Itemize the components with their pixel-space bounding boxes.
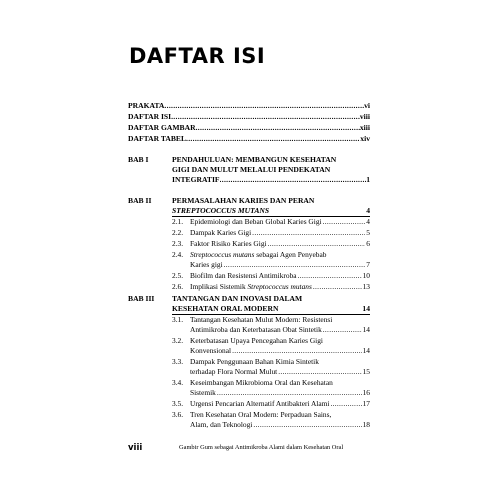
section-page: 10 [362, 271, 370, 280]
section-number: 3.3. [172, 357, 184, 366]
section-page: 5 [366, 228, 370, 237]
section-title: Tantangan Kesehatan Mulut Modern: Resistensi [190, 315, 333, 324]
section-title: Karies gigi [190, 260, 223, 269]
dot-leader [217, 388, 362, 398]
toc-entry-label: PRAKATA [128, 101, 165, 110]
section-page: 18 [362, 420, 370, 429]
chapter-title-text: STREPTOCOCCUS MUTANS [172, 206, 270, 215]
section-page: 14 [362, 325, 370, 334]
dot-leader [330, 399, 361, 409]
dot-leader [268, 239, 366, 249]
toc-section-3-6[interactable] [172, 410, 370, 430]
dot-leader [252, 228, 365, 238]
toc-entry-daftar-gambar[interactable] [128, 123, 370, 133]
chapter-label: BAB II [128, 196, 152, 205]
section-title: Sistemik [190, 388, 216, 397]
toc-entry-label: DAFTAR ISI [128, 112, 172, 121]
section-title: Tren Kesehatan Oral Modern: Perpaduan Sains, [190, 410, 332, 419]
section-title: Urgensi Pencarian Alternatif Antibakteri Alami [190, 399, 330, 408]
section-page: 17 [362, 399, 370, 408]
dot-leader [323, 217, 366, 227]
chapter-title-line [172, 196, 370, 206]
chapter-title-text: PERMASALAHAN KARIES DAN PERAN [172, 196, 315, 205]
section-page: 13 [362, 282, 370, 291]
chapter-title-bab-1[interactable] [172, 155, 370, 185]
footer-page-number: viii [128, 443, 143, 453]
section-title: Konvensional [190, 346, 232, 355]
chapter-title-text: PENDAHULUAN: MEMBANGUN KESEHATAN [172, 155, 337, 164]
dot-leader [232, 346, 362, 356]
section-title: Alam, dan Teknologi [190, 420, 253, 429]
dot-leader [278, 367, 361, 377]
section-page: 16 [362, 388, 370, 397]
chapter-title-line [172, 155, 370, 165]
dot-leader [253, 420, 361, 430]
dot-leader [164, 101, 364, 111]
section-title: Dampak Penggunaan Bahan Kimia Sintetik [190, 357, 319, 366]
section-number: 3.2. [172, 336, 184, 345]
toc-entry-label: DAFTAR GAMBAR [128, 123, 196, 132]
chapter-page: 14 [362, 304, 370, 313]
section-title: sebagai Agen Penyebab [254, 250, 327, 259]
section-number: 3.5. [172, 399, 184, 408]
section-title-italic: Streptococcus mutans [190, 250, 255, 259]
page-title: DAFTAR ISI [129, 44, 266, 68]
dot-leader [313, 282, 362, 292]
section-number: 2.3. [172, 239, 184, 248]
toc-entry-label: DAFTAR TABEL [128, 134, 187, 143]
section-number: 3.4. [172, 378, 184, 387]
toc-section-3-1[interactable] [172, 315, 370, 335]
chapter-title-text: TANTANGAN DAN INOVASI DALAM [172, 294, 303, 303]
toc-section-2-3[interactable] [172, 239, 370, 249]
footer-book-title: Gambir Gum sebagai Antimikroba Alami dalam Kesehatan Oral [179, 444, 344, 451]
section-title: Antimikroba dan Keterbatasan Obat Sintetik [190, 325, 322, 334]
chapter-title-line [172, 294, 370, 304]
chapter-title-text: GIGI DAN MULUT MELALUI PENDEKATAN [172, 165, 331, 174]
section-number: 2.6. [172, 282, 184, 291]
toc-entry-prakata[interactable] [128, 101, 370, 111]
section-number: 3.1. [172, 315, 184, 324]
chapter-title-line [172, 165, 370, 175]
section-number: 2.2. [172, 228, 184, 237]
chapter-title-text: INTEGRATIF [172, 175, 220, 184]
dot-leader [196, 123, 360, 133]
section-title: Biofilm dan Resistensi Antimikroba [190, 271, 297, 280]
chapter-page: 1 [366, 175, 370, 184]
toc-section-3-5[interactable] [172, 399, 370, 409]
toc-section-2-2[interactable] [172, 228, 370, 238]
toc-section-2-6[interactable] [172, 282, 370, 292]
dot-leader [186, 134, 360, 144]
toc-entry-page: vi [364, 101, 370, 110]
section-title: terhadap Flora Normal Mulut [190, 367, 278, 376]
chapter-title-line [172, 304, 370, 315]
section-page: 15 [362, 367, 370, 376]
section-title: Dampak Karies Gigi [190, 228, 252, 237]
toc-section-3-2[interactable] [172, 336, 370, 356]
dot-leader [220, 175, 367, 185]
chapter-title-line [172, 175, 370, 185]
section-page: 14 [362, 346, 370, 355]
toc-entry-page: xiv [360, 134, 370, 143]
chapter-title-text: KESEHATAN ORAL MODERN [172, 304, 279, 313]
section-number: 3.6. [172, 410, 184, 419]
toc-section-3-3[interactable] [172, 357, 370, 377]
section-number: 2.4. [172, 250, 184, 259]
dot-leader [269, 206, 366, 216]
dot-leader [171, 112, 360, 122]
chapter-title-bab-3[interactable] [172, 294, 370, 315]
toc-section-3-4[interactable] [172, 378, 370, 398]
section-title: Implikasi Sistemik [190, 282, 248, 291]
chapter-label: BAB I [128, 155, 149, 164]
toc-entry-daftar-isi[interactable] [128, 112, 370, 122]
chapter-title-bab-2[interactable] [172, 196, 370, 217]
section-title-italic: Streptococcus mutans [247, 282, 312, 291]
chapter-label: BAB III [128, 294, 155, 303]
toc-entry-page: xiii [359, 123, 370, 132]
section-page: 7 [366, 260, 370, 269]
toc-section-2-5[interactable] [172, 271, 370, 281]
section-number: 2.5. [172, 271, 184, 280]
toc-entry-daftar-tabel[interactable] [128, 134, 370, 144]
dot-leader [278, 304, 362, 314]
section-number: 2.1. [172, 217, 184, 226]
toc-section-2-1[interactable] [172, 217, 370, 227]
chapter-title-line [172, 206, 370, 217]
dot-leader [323, 325, 362, 335]
section-page: 6 [366, 239, 370, 248]
toc-section-2-4[interactable] [172, 250, 370, 270]
section-title: Keterbatasan Upaya Pencegahan Karies Gigi [190, 336, 323, 345]
toc-entry-page: viii [359, 112, 370, 121]
section-page: 4 [366, 217, 370, 226]
chapter-page: 4 [366, 206, 370, 215]
section-title: Faktor Risiko Karies Gigi [190, 239, 267, 248]
section-title: Keseimbangan Mikrobioma Oral dan Kesehatan [190, 378, 333, 387]
dot-leader [298, 271, 362, 281]
section-title: Epidemiologi dan Beban Global Karies Gigi [190, 217, 322, 226]
dot-leader [224, 260, 366, 270]
